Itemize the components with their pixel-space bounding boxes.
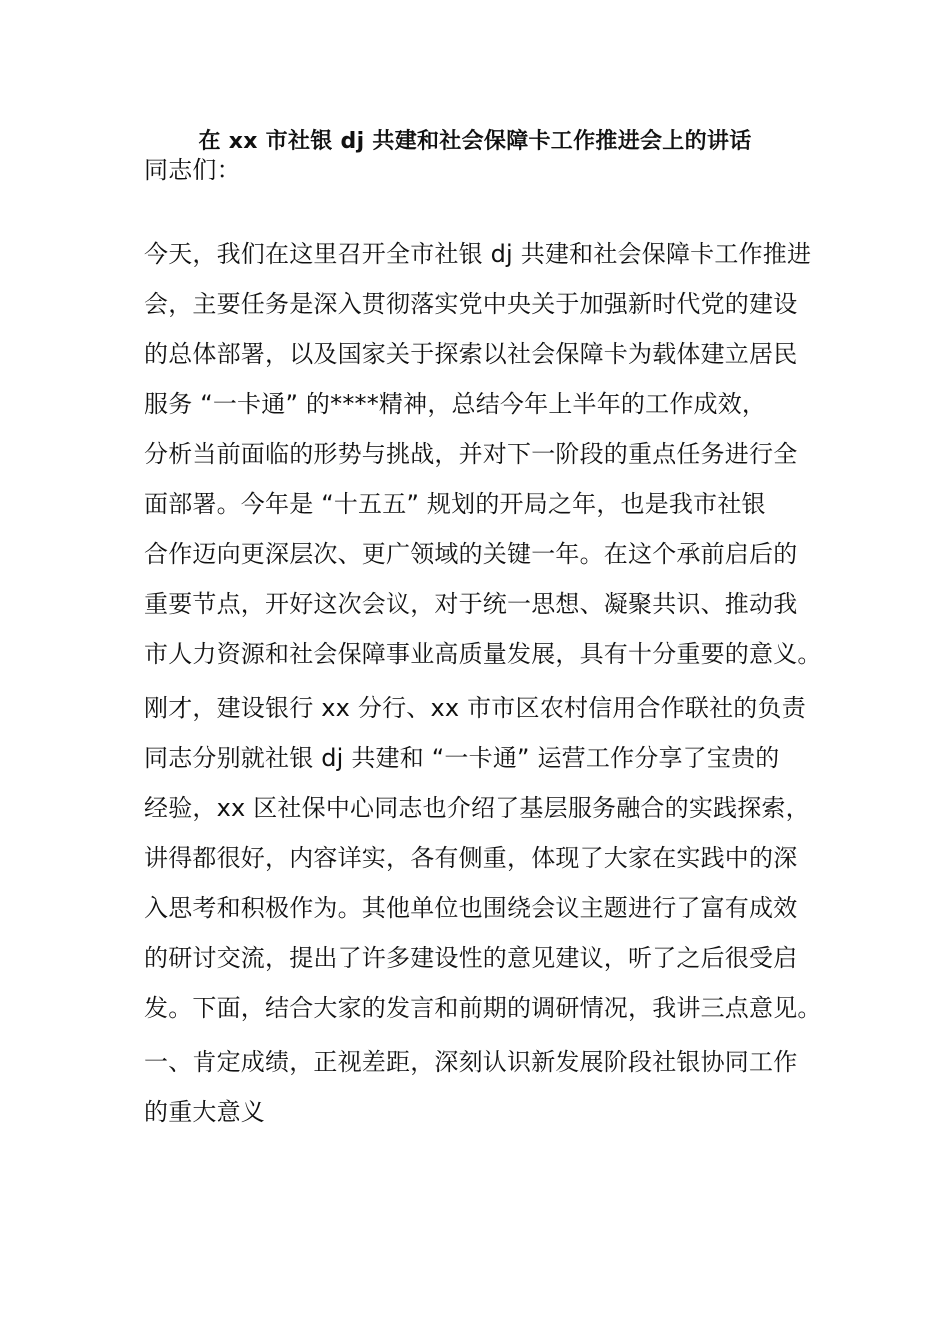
paragraph-2-line-4: 讲得都很好，内容详实，各有侧重，体现了大家在实践中的深 [144,844,798,872]
paragraph-1-line-8: 重要节点，开好这次会议，对于统一思想、凝聚共识、推动我 [144,590,798,618]
paragraph-2-line-6: 的研讨交流，提出了许多建设性的意见建议，听了之后很受启 [144,944,798,972]
document-title: 在 xx 市社银 dj 共建和社会保障卡工作推进会上的讲话 [198,129,752,154]
paragraph-1-line-1: 今天，我们在这里召开全市社银 dj 共建和社会保障卡工作推进 [144,240,812,268]
paragraph-1-line-4: 服务 “一卡通” 的****精神，总结今年上半年的工作成效， [144,390,767,418]
paragraph-1-line-9: 市人力资源和社会保障事业高质量发展，具有十分重要的意义。 [144,640,822,668]
section-heading-line-2: 的重大意义 [144,1098,265,1126]
paragraph-1-line-7: 合作迈向更深层次、更广领域的关键一年。在这个承前启后的 [144,540,798,568]
salutation-line: 同志们： [144,156,241,184]
paragraph-2-line-2: 同志分别就社银 dj 共建和 “一卡通” 运营工作分享了宝贵的 [144,744,780,772]
section-heading-line-1: 一、肯定成绩，正视差距，深刻认识新发展阶段社银协同工作 [144,1048,798,1076]
paragraph-1-line-5: 分析当前面临的形势与挑战，并对下一阶段的重点任务进行全 [144,440,798,468]
paragraph-2-line-3: 经验，xx 区社保中心同志也介绍了基层服务融合的实践探索， [144,794,810,822]
paragraph-1-line-6: 面部署。今年是 “十五五” 规划的开局之年，也是我市社银 [144,490,766,518]
paragraph-2-line-7: 发。下面，结合大家的发言和前期的调研情况，我讲三点意见。 [144,994,822,1022]
paragraph-2-line-1: 刚才，建设银行 xx 分行、xx 市市区农村信用合作联社的负责 [144,694,806,722]
paragraph-1-line-3: 的总体部署，以及国家关于探索以社会保障卡为载体建立居民 [144,340,798,368]
paragraph-1-line-2: 会，主要任务是深入贯彻落实党中央关于加强新时代党的建设 [144,290,798,318]
paragraph-2-line-5: 入思考和积极作为。其他单位也围绕会议主题进行了富有成效 [144,894,798,922]
